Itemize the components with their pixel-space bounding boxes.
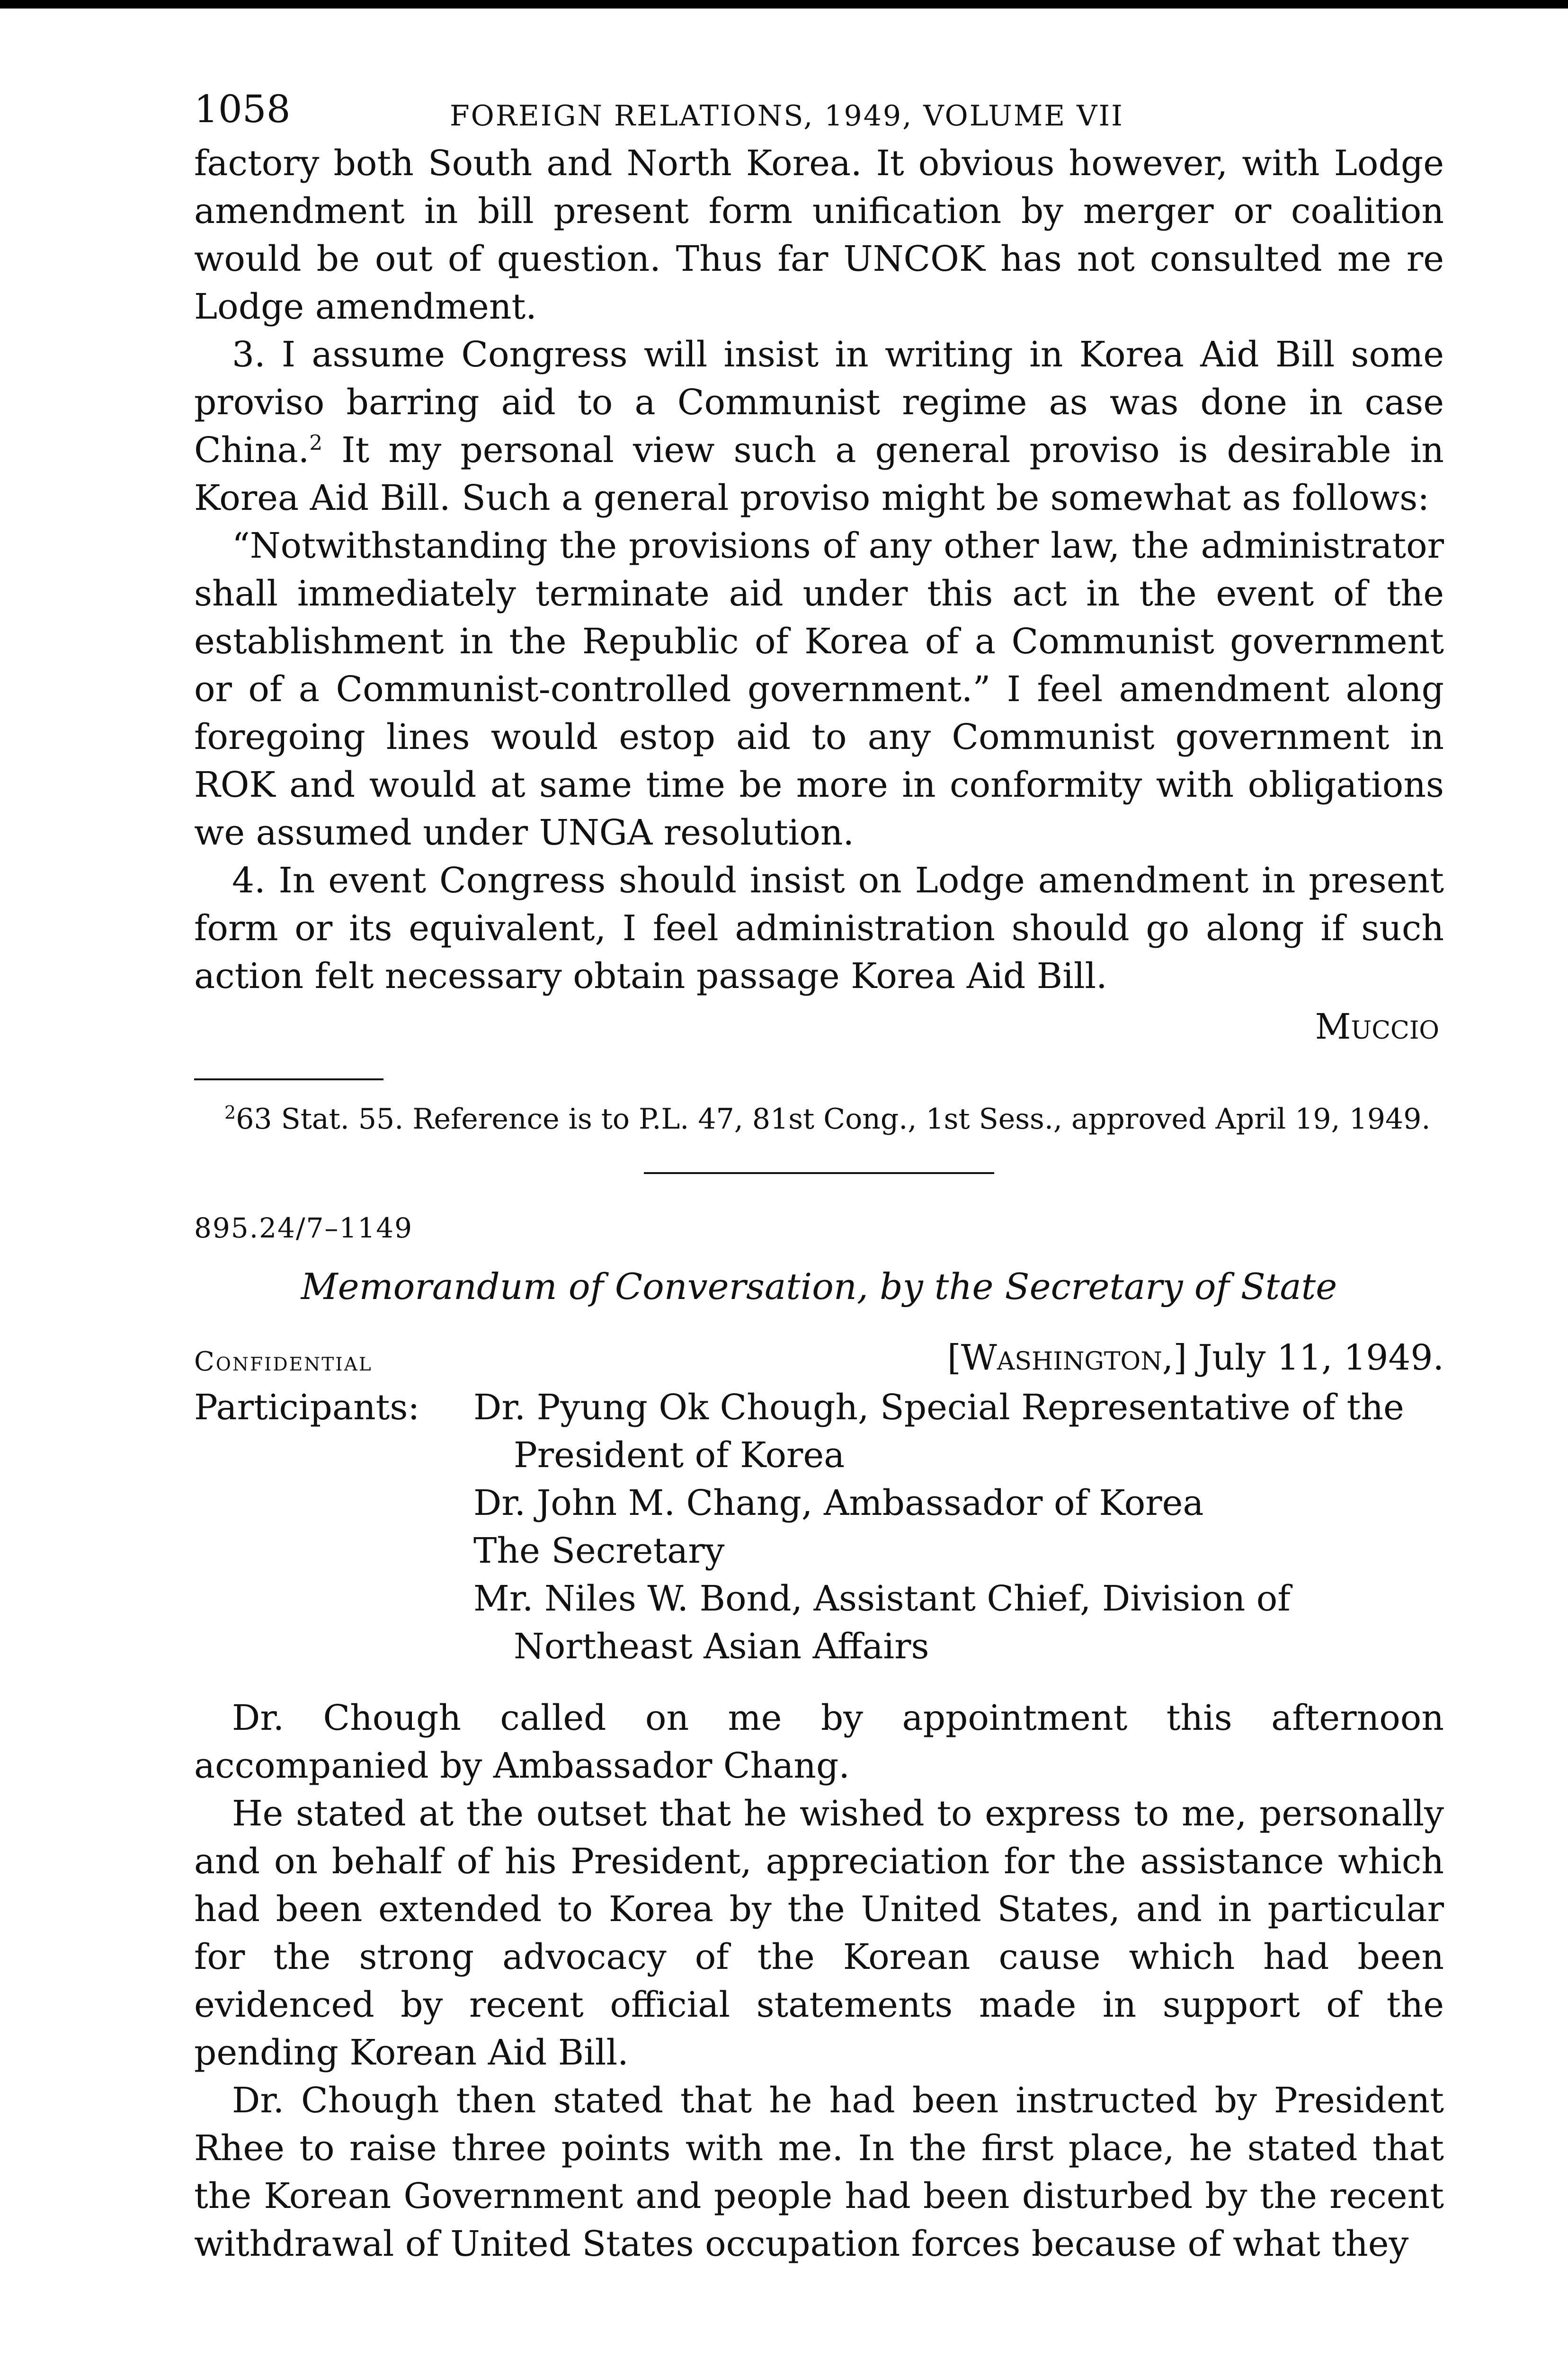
- top-border: [0, 0, 1568, 9]
- participant-item: Dr. John M. Chang, Ambassador of Korea: [473, 1483, 1204, 1523]
- page-number: 1058: [194, 87, 291, 131]
- date: July 11, 1949.: [1198, 1337, 1444, 1378]
- file-number: 895.24/7–1149: [194, 1212, 413, 1244]
- footnote-marker: 2: [224, 1102, 236, 1123]
- memorandum-paragraph: Dr. Chough then stated that he had been instructed by President Rhee to raise three points with me. In the first place, he stated that the Korean Government and people had been disturbed by the recent withdrawal of United States occupation forces because of what they: [194, 2080, 1444, 2264]
- footnote: [194, 1099, 1444, 1139]
- section-divider: [644, 1172, 994, 1174]
- dateline: [194, 1334, 1444, 1382]
- participant-item: Mr. Niles W. Bond, Assistant Chief, Division of Northeast Asian Affairs: [473, 1578, 1291, 1667]
- place-date: [947, 1334, 1444, 1382]
- proviso-quote: “Notwithstanding the provisions of any other law, the administrator shall immediately terminate aid under this act in the event of the establishment in the Republic of Korea of a Communist government or of a Communist-controlled government.” I feel amendment along foregoing lines would estop aid to any Communist government in ROK and would at same time be more in conformity with obligations we assumed under UNGA resolution.: [194, 525, 1444, 853]
- participant-item: The Secretary: [473, 1531, 725, 1571]
- footnote-divider: [194, 1078, 383, 1080]
- memorandum-paragraph: Dr. Chough called on me by appointment this afternoon accompanied by Ambassador Chang.: [194, 1698, 1444, 1786]
- place: [Washington,]: [947, 1337, 1187, 1378]
- memorandum-paragraph: He stated at the outset that he wished to express to me, personally and on behalf of his President, appreciation for the assistance which had been extended to Korea by the United States, and in particular for the strong advocacy of the Korean cause which had been evidenced by recent official statements made in support of the pending Korean Aid Bill.: [194, 1793, 1444, 2073]
- footnote-text: 63 Stat. 55. Reference is to P.L. 47, 81st Cong., 1st Sess., approved April 19, 1949.: [236, 1103, 1431, 1136]
- page: [194, 83, 1444, 2268]
- running-title: FOREIGN RELATIONS, 1949, VOLUME VII: [450, 99, 1124, 133]
- footnote-reference: 2: [309, 431, 323, 455]
- telegram-paragraph-3: [194, 331, 1444, 522]
- paragraph-3-text: 3. I assume Congress will insist in writing in Korea Aid Bill some proviso barring aid to a Communist regime as was done in case China.: [194, 334, 1444, 471]
- telegram-paragraph-4: 4. In event Congress should insist on Lodge amendment in present form or its equivalent, I feel administration should go along if such action felt necessary obtain passage Korea Aid Bill.: [194, 860, 1444, 997]
- telegram-paragraph-continued: factory both South and North Korea. It obvious however, with Lodge amendment in bill present form unification by merger or coalition would be out of question. Thus far UNCOK has not consulted me re Lodge amendment.: [194, 143, 1444, 327]
- classification-label: Confidential: [194, 1346, 373, 1377]
- participants-label: Participants:: [194, 1387, 420, 1428]
- paragraph-3-rest: It my personal view such a general proviso is desirable in Korea Aid Bill. Such a general proviso might be somewhat as follows:: [194, 430, 1444, 518]
- running-head: [194, 83, 1444, 140]
- participants-list: [473, 1384, 1444, 1671]
- participant-item: Dr. Pyung Ok Chough, Special Representative of the President of Korea: [473, 1387, 1404, 1476]
- signature: Muccio: [1315, 1006, 1439, 1047]
- memorandum-title: Memorandum of Conversation, by the Secretary of State: [301, 1265, 1337, 1308]
- participants-block: [194, 1384, 1444, 1671]
